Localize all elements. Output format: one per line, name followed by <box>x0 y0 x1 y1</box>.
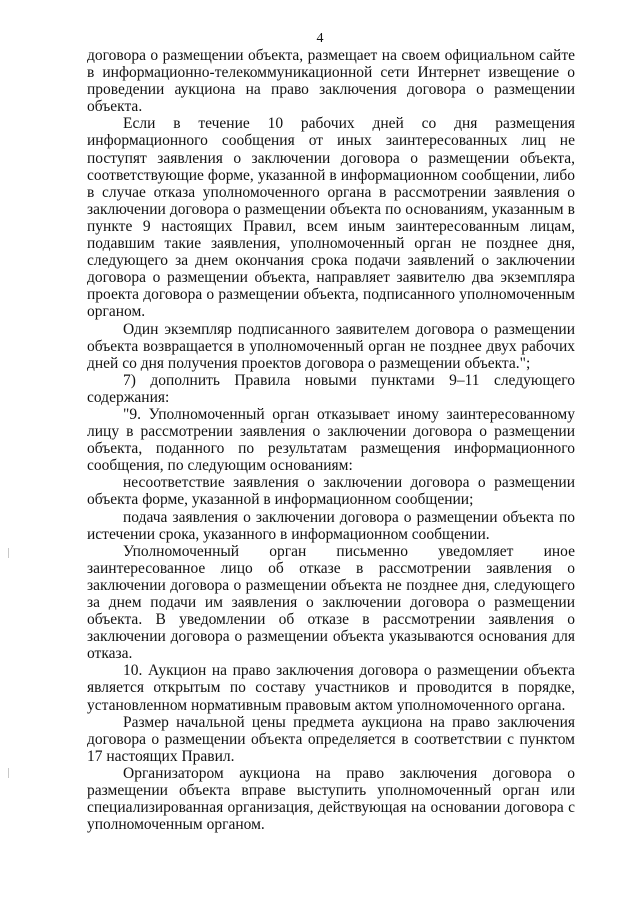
paragraph: Размер начальной цены предмета аукциона на право заключения договора о размещении объекта определяется в соответствии с пунктом 17 настоящих Правил. <box>87 713 575 765</box>
paragraph: Один экземпляр подписанного заявителем договора о размещении объекта возвращается в уполномоченный орган не позднее двух рабочих дней со дня получения проектов договора о размещении объекта."; <box>87 320 575 372</box>
paragraph: договора о размещении объекта, размещает на своем официальном сайте в информационно-телекоммуникационной сети Интернет извещение о проведении аукциона на право заключения договора о размещении объекта. <box>87 47 575 116</box>
paragraph: Уполномоченный орган письменно уведомляет иное заинтересованное лицо об отказе в рассмотрении заявления о заключении договора о размещении объекта не позднее дня, следующего за днем подачи им заявления о заключении договора о размещении объекта. В уведомлении об отказе в рассмотрении заявления о заключении договора о размещении объекта указываются основания для отказа. <box>87 542 575 663</box>
paragraph: "9. Уполномоченный орган отказывает иному заинтересованному лицу в рассмотрении заявления о заключении договора о размещении объекта, поданного по результатам размещения информационного сообщения, по следующим основаниям: <box>87 405 575 475</box>
document-body <box>87 47 575 833</box>
paragraph: Если в течение 10 рабочих дней со дня размещения информационного сообщения от иных заинтересованных лиц не поступят заявления о заключении договора о размещении объекта, соответствующие форме, указанной в информационном сообщении, либо в случае отказа уполномоченного органа в рассмотрении заявления о заключении договора о размещении объекта по основаниям, указанным в пункте 9 настоящих Правил, всем иным заинтересованным лицам, подавшим такие заявления, уполномоченный орган не позднее дня, следующего за днем окончания срока подачи заявлений о заключении договора о размещении объекта, направляет заявителю два экземпляра проекта договора о размещении объекта, подписанного уполномоченным органом. <box>87 115 575 321</box>
paragraph: подача заявления о заключении договора о размещении объекта по истечении срока, указанного в информационном сообщении. <box>87 508 575 543</box>
page-number: 4 <box>316 31 324 46</box>
paragraph: несоответствие заявления о заключении договора о размещении объекта форме, указанной в информационном сообщении; <box>87 474 575 509</box>
paragraph: 7) дополнить Правила новыми пунктами 9–11 следующего содержания: <box>87 371 575 406</box>
paragraph: Организатором аукциона на право заключения договора о размещении объекта вправе выступить уполномоченный орган или специализированная организация, действующая на основании договора с уполномоченным органом. <box>87 764 575 834</box>
scan-margin-mark <box>8 548 9 558</box>
scan-margin-mark <box>8 768 9 778</box>
paragraph: 10. Аукцион на право заключения договора о размещении объекта является открытым по составу участников и проводится в порядке, установленном нормативным правовым актом уполномоченного органа. <box>87 662 575 714</box>
